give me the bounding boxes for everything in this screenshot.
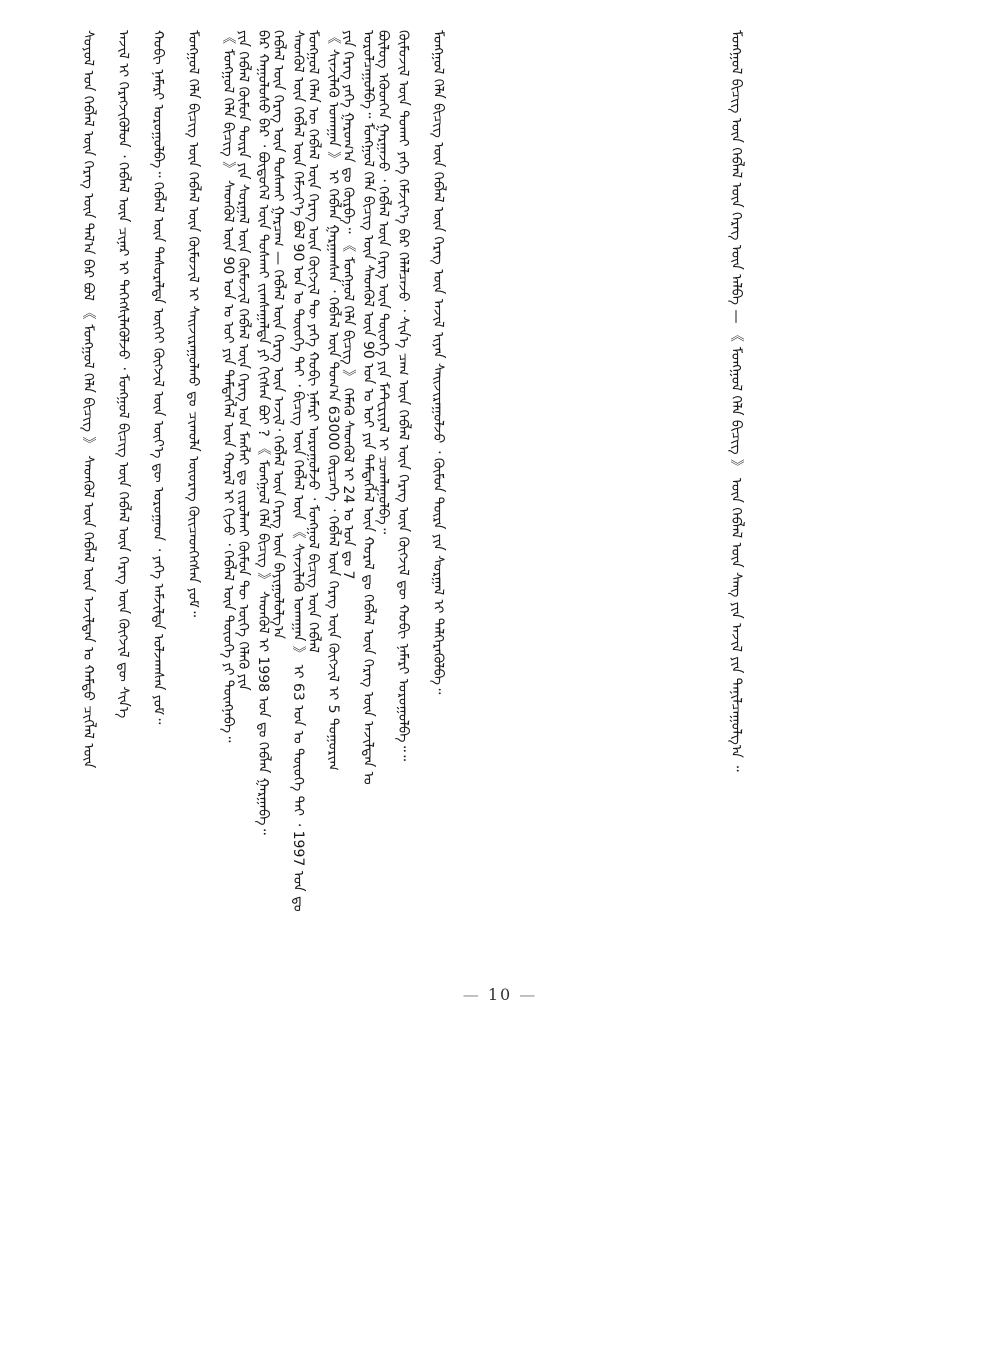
- text-line: ᠣᠷᠣᠯᠴᠠᠭᠤᠯᠪᠠ᠃ ᠮᠣᠩᠭᠤᠯ ᠬᠡᠯᠡ ᠪᠢᠴᠢᠭ ᠦᠨ ᠰᠡᠳᠬᠦᠯ ᠦᠨ 90 ᠣᠨ ᠤ ᠣᠢ ᠶᠢᠨ ᠲᠡᠮᠳᠡᠭᠯᠡᠯ ᠦᠨ ᠬᠤᠷᠠᠯ ᠳᠤ ᠬᠡᠪᠯᠡᠯ ᠦᠨ ᠬᠡᠷᠡᠭ ᠦᠨ ᠠᠵᠢᠯᠲᠠᠨ ᠤ: [360, 30, 376, 785]
- text-line: 《 ᠰᠢᠨᠵᠢᠯᠡᠬᠦ ᠤᠬᠠᠭᠠᠨ 》 ᠢ ᠬᠡᠪᠯᠡᠨ ᠭᠠᠷᠭᠠᠭᠰᠠᠨ ᠂ ᠬᠡᠪᠯᠡᠯ ᠦᠨ ᠲᠣᠭ᠎ᠠ 63000 ᠬᠦᠷᠴᠡᠭᠡ ᠂ ᠬᠡᠪᠯᠡᠯ ᠦᠨ ᠬᠡᠷᠡᠭ ᠦᠨ ᠬᠥᠭᠵᠢᠯ ᠢ 5 ᠲᠤᠭᠤᠷᠢᠭ: [325, 30, 341, 771]
- page-number-dash-right: —: [519, 985, 538, 1004]
- text-line: ᠮᠣᠩᠭᠤᠯ ᠪᠢᠴᠢᠭ ᠦᠨ ᠬᠡᠪᠯᠡᠯ ᠦᠨ ᠬᠡᠷᠡᠭ ᠦᠨ ᠠᠯᠪᠠ — 《 ᠮᠣᠩᠭᠤᠯ ᠬᠡᠯᠡ ᠪᠢᠴᠢᠭ 》 ᠦᠨ ᠬᠡᠪᠯᠡᠯ ᠦᠨ ᠰᠠᠩ ᠶᠢᠨ ᠠᠵᠢᠯ ᠶᠢᠨ ᠲᠠᠨᠢᠯᠴᠠᠭᠤᠯᠭ᠎ᠠ ᠃: [728, 30, 744, 772]
- page-number-value: 10: [487, 985, 513, 1004]
- heading-line: [718, 30, 778, 1320]
- text-line: ᠬᠥᠮᠦᠵᠢᠯ ᠦᠨ ᠲᠤᠬᠠᠢ ᠶᠡᠬᠡ ᠬᠡᠮᠵᠢᠶ᠎ᠡ ᠪᠡᠷ ᠬᠡᠯᠡᠯᠴᠡᠵᠦ ᠂ ᠰᠢᠨ᠎ᠡ ᠴᠠᠭ ᠦᠨ ᠬᠡᠪᠯᠡᠯ ᠦᠨ ᠬᠡᠷᠡᠭ ᠦᠨ ᠬᠥᠭᠵᠢᠯ ᠳᠦ ᠬᠤᠪᠢ ᠨᠡᠮᠡᠷᠢ ᠣᠷᠣᠭᠤᠯᠪᠠ᠃᠃: [395, 30, 411, 761]
- text-line: ᠶᠢᠨ ᠬᠡᠪᠯᠡᠯ ᠬᠦᠮᠦᠨ ᠲᠦᠷᠡ ᠶᠢᠨ ᠰᠤᠷᠭᠠᠯ ᠦᠨ ᠬᠥᠮᠦᠵᠢᠯ ᠬᠡᠪᠯᠡᠯ ᠦᠨ ᠬᠡᠷᠡᠭ ᠤᠨ ᠮᠠᠩᠯᠠᠶ ᠳᠤ ᠵᠢᠷᠤᠯᠬᠠᠢ ᠬᠦᠮᠦᠨ ᠲᠦ ᠦᠭᠡ ᠬᠡᠯᠡᠬᠦ ᠶᠢᠨ: [235, 30, 251, 691]
- text-line: ᠬᠡᠪᠯᠡᠯ ᠦᠨ ᠬᠡᠷᠡᠭ ᠦᠨ ᠲᠤᠰᠬᠠᠢ ᠭᠠᠷᠴᠠᠭ — ᠬᠡᠪᠯᠡᠯ ᠦᠨ ᠬᠡᠷᠡᠭ ᠦᠨ ᠠᠵᠢᠯ᠂ ᠬᠡᠪᠯᠡᠯ ᠦᠨ ᠬᠡᠷᠡᠭ ᠦᠨ ᠪᠠᠶᠢᠭᠤᠯᠤᠯᠭ᠎ᠠ: [270, 30, 286, 639]
- text-line: ᠪᠠᠷ ᠬᠠᠭᠤᠯᠤᠰᠤ ᠪᠠᠷ ᠂ ᠪᠦᠲᠦᠭᠡᠯ ᠦᠨ ᠲᠤᠰᠬᠠᠢ ᠵᠢᠭᠰᠠᠭᠠᠯᠲᠠ ᠶᠢ ᠬᠢᠭᠰᠡᠨ ᠪᠤᠢ ? 《 ᠮᠣᠩᠭᠤᠯ ᠬᠡᠯᠡ ᠪᠢᠴᠢᠭ 》 ᠰᠡᠳᠬᠦᠯ ᠢ 1998 ᠣᠨ ᠳᠤ ᠬᠡᠪᠯᠡᠨ ᠭᠠᠷᠭᠠᠪᠠ᠃: [255, 30, 271, 835]
- body-text-left-block: [70, 30, 720, 1320]
- page-number: [462, 985, 538, 1004]
- text-line: ᠠᠵᠢᠯ ᠢ ᠬᠡᠷᠡᠭᠵᠢᠭᠦᠯᠦᠨ ᠂ ᠬᠡᠪᠯᠡᠯ ᠦᠨ ᠴᠢᠨᠠᠷ ᠢ ᠳᠡᠭᠡᠭᠰᠢᠯᠡᠭᠦᠯᠵᠦ ᠂ ᠮᠣᠩᠭᠤᠯ ᠪᠢᠴᠢᠭ ᠦᠨ ᠬᠡᠪᠯᠡᠯ ᠦᠨ ᠬᠡᠷᠡᠭ ᠦᠨ ᠬᠥᠭᠵᠢᠯ ᠳᠦ ᠰᠢᠨ᠎ᠡ: [115, 30, 131, 719]
- text-line: ᠬᠤᠪᠢ ᠨᠡᠮᠡᠷᠢ ᠣᠷᠣᠭᠤᠯᠪᠠ᠃ ᠬᠡᠪᠯᠡᠯ ᠦᠨ ᠲᠠᠰᠤᠷᠠᠯᠲᠠ ᠦᠭᠡᠢ ᠬᠦᠭᠵᠢᠯ ᠦᠨ ᠦᠶ᠎ᠡ ᠳᠦ ᠣᠷᠣᠭᠠᠳ ᠂ ᠶᠡᠬᠡ ᠠᠮᠵᠢᠯᠲᠠ ᠣᠯᠵᠠᠭᠰᠠᠨ ᠶᠤᠮ᠃: [150, 30, 166, 725]
- text-line: ᠰᠡᠳᠬᠦᠯ ᠦᠨ ᠬᠡᠪᠯᠡᠯ ᠦᠨ ᠬᠡᠮᠵᠢᠶ᠎ᠡ ᠪᠣᠯ 90 ᠣᠨ ᠤ ᠲᠦᠦᠬᠡ ᠲᠠᠢ ᠂ ᠪᠢᠴᠢᠭ᠌ ᠦᠨ ᠬᠡᠪᠯᠡᠯ ᠦᠨ 《 ᠰᠢᠨᠵᠢᠯᠡᠬᠦ ᠤᠬᠠᠭᠠᠨ 》 ᠢ 63 ᠣᠨ ᠤ ᠲᠦᠦᠬᠡ ᠲᠠᠢ ᠂ 1997 ᠣᠨ ᠳᠤ: [290, 30, 306, 912]
- text-line: ᠪᠦᠯᠦᠭ ᠡᠭᠦᠳᠬᠡᠨ ᠭᠠᠷᠭᠠᠵᠤ ᠂ ᠬᠡᠪᠯᠡᠯ ᠦᠨ ᠬᠡᠷᠡᠭ ᠦᠨ ᠲᠦᠦᠬᠡ ᠶᠢᠨ ᠮᠠᠲᠧᠷᠢᠶᠠᠯ ᠢ ᠴᠤᠭᠯᠠᠭᠤᠯᠪᠠ᠃: [375, 30, 391, 534]
- text-line: ᠰᠣᠶᠤᠯ ᠤᠨ ᠬᠡᠪᠯᠡᠯ ᠦᠨ ᠬᠡᠷᠡᠭ ᠦᠨ ᠲᠠᠯ᠎ᠠ ᠪᠠᠷ ᠪᠣᠯ 《 ᠮᠣᠩᠭᠤᠯ ᠬᠡᠯᠡ ᠪᠢᠴᠢᠭ 》 ᠰᠡᠳᠬᠦᠯ ᠦᠨ ᠬᠡᠪᠯᠡᠯ ᠦᠨ ᠠᠵᠢᠯᠲᠠᠨ ᠤ ᠬᠠᠮᠲᠤ ᠴᠢᠭᠯᠡᠯ ᠦᠨ: [80, 30, 96, 769]
- text-line: ᠮᠣᠩᠭᠤᠯ ᠬᠡᠯᠡ ᠪᠢᠴᠢᠭ ᠦᠨ ᠬᠡᠪᠯᠡᠯ ᠦᠨ ᠬᠡᠷᠡᠭ ᠦᠨ ᠠᠵᠢᠯ ᠢᠶᠠᠨ ᠰᠠᠢᠵᠢᠷᠠᠭᠤᠯᠵᠤ ᠂ ᠬᠦᠮᠦᠨ ᠲᠦᠷᠡ ᠶᠢᠨ ᠰᠤᠷᠭᠠᠯ ᠢ ᠳᠡᠯᠭᠡᠷᠡᠭᠦᠯᠪᠡ᠃: [430, 30, 446, 695]
- text-line: ᠮᠣᠩᠭᠤᠯ ᠬᠡᠯᠡᠨ ᠦ ᠬᠡᠪᠯᠡᠯ ᠦᠨ ᠬᠡᠷᠡᠭ ᠦᠨ ᠬᠥᠭᠵᠢᠯ ᠲᠦ ᠶᠡᠬᠡ ᠬᠤᠪᠢ ᠨᠡᠮᠡᠷᠢ ᠣᠷᠣᠭᠤᠯᠵᠤ ᠂ ᠮᠣᠩᠭᠤᠯ ᠪᠢᠴᠢᠭ ᠦᠨ ᠬᠡᠪᠯᠡᠯ: [305, 30, 321, 653]
- text-line: 《 ᠮᠣᠩᠭᠤᠯ ᠬᠡᠯᠡ ᠪᠢᠴᠢᠭ 》 ᠰᠡᠳᠬᠦᠯ ᠦᠨ 90 ᠣᠨ ᠤ ᠣᠢ ᠶᠢᠨ ᠲᠡᠮᠳᠡᠭᠯᠡᠯ ᠦᠨ ᠬᠤᠷᠠᠯ ᠢ ᠬᠢᠵᠦ ᠂ ᠬᠡᠪᠯᠡᠯ ᠦᠨ ᠲᠦᠦᠬᠡ ᠶᠢ ᠳᠦᠩᠨᠡᠪᠡ᠃: [220, 30, 236, 743]
- page-number-dash-left: —: [462, 985, 481, 1004]
- text-line: ᠮᠣᠩᠭᠤᠯ ᠬᠡᠯᠡ ᠪᠢᠴᠢᠭ ᠦᠨ ᠬᠡᠪᠯᠡᠯ ᠦᠨ ᠬᠥᠮᠦᠵᠢᠯ ᠢ ᠰᠠᠢᠵᠢᠷᠠᠭᠤᠯᠬᠤ ᠳᠤ ᠴᠢᠬᠤᠯᠠ ᠦᠦᠷᠡᠭ ᠭᠦᠢᠴᠡᠳᠬᠡᠭᠰᠡᠨ ᠶᠤᠮ᠃: [185, 30, 201, 617]
- text-line: ᠶᠢᠨ ᠬᠡᠷᠡᠭ ᠶᠡᠬᠡ ᠭᠠᠷᠤᠭ᠎ᠠ ᠳᠤ ᠬᠦᠷᠪᠡ᠃ 《 ᠮᠣᠩᠭᠤᠯ ᠬᠡᠯᠡ ᠪᠢᠴᠢᠭ 》 ᠬᠡᠮᠡᠬᠦ ᠰᠡᠳᠬᠦᠯ ᠢ 24 ᠣ ᠣᠨ ᠳᠤ 7: [340, 30, 356, 580]
